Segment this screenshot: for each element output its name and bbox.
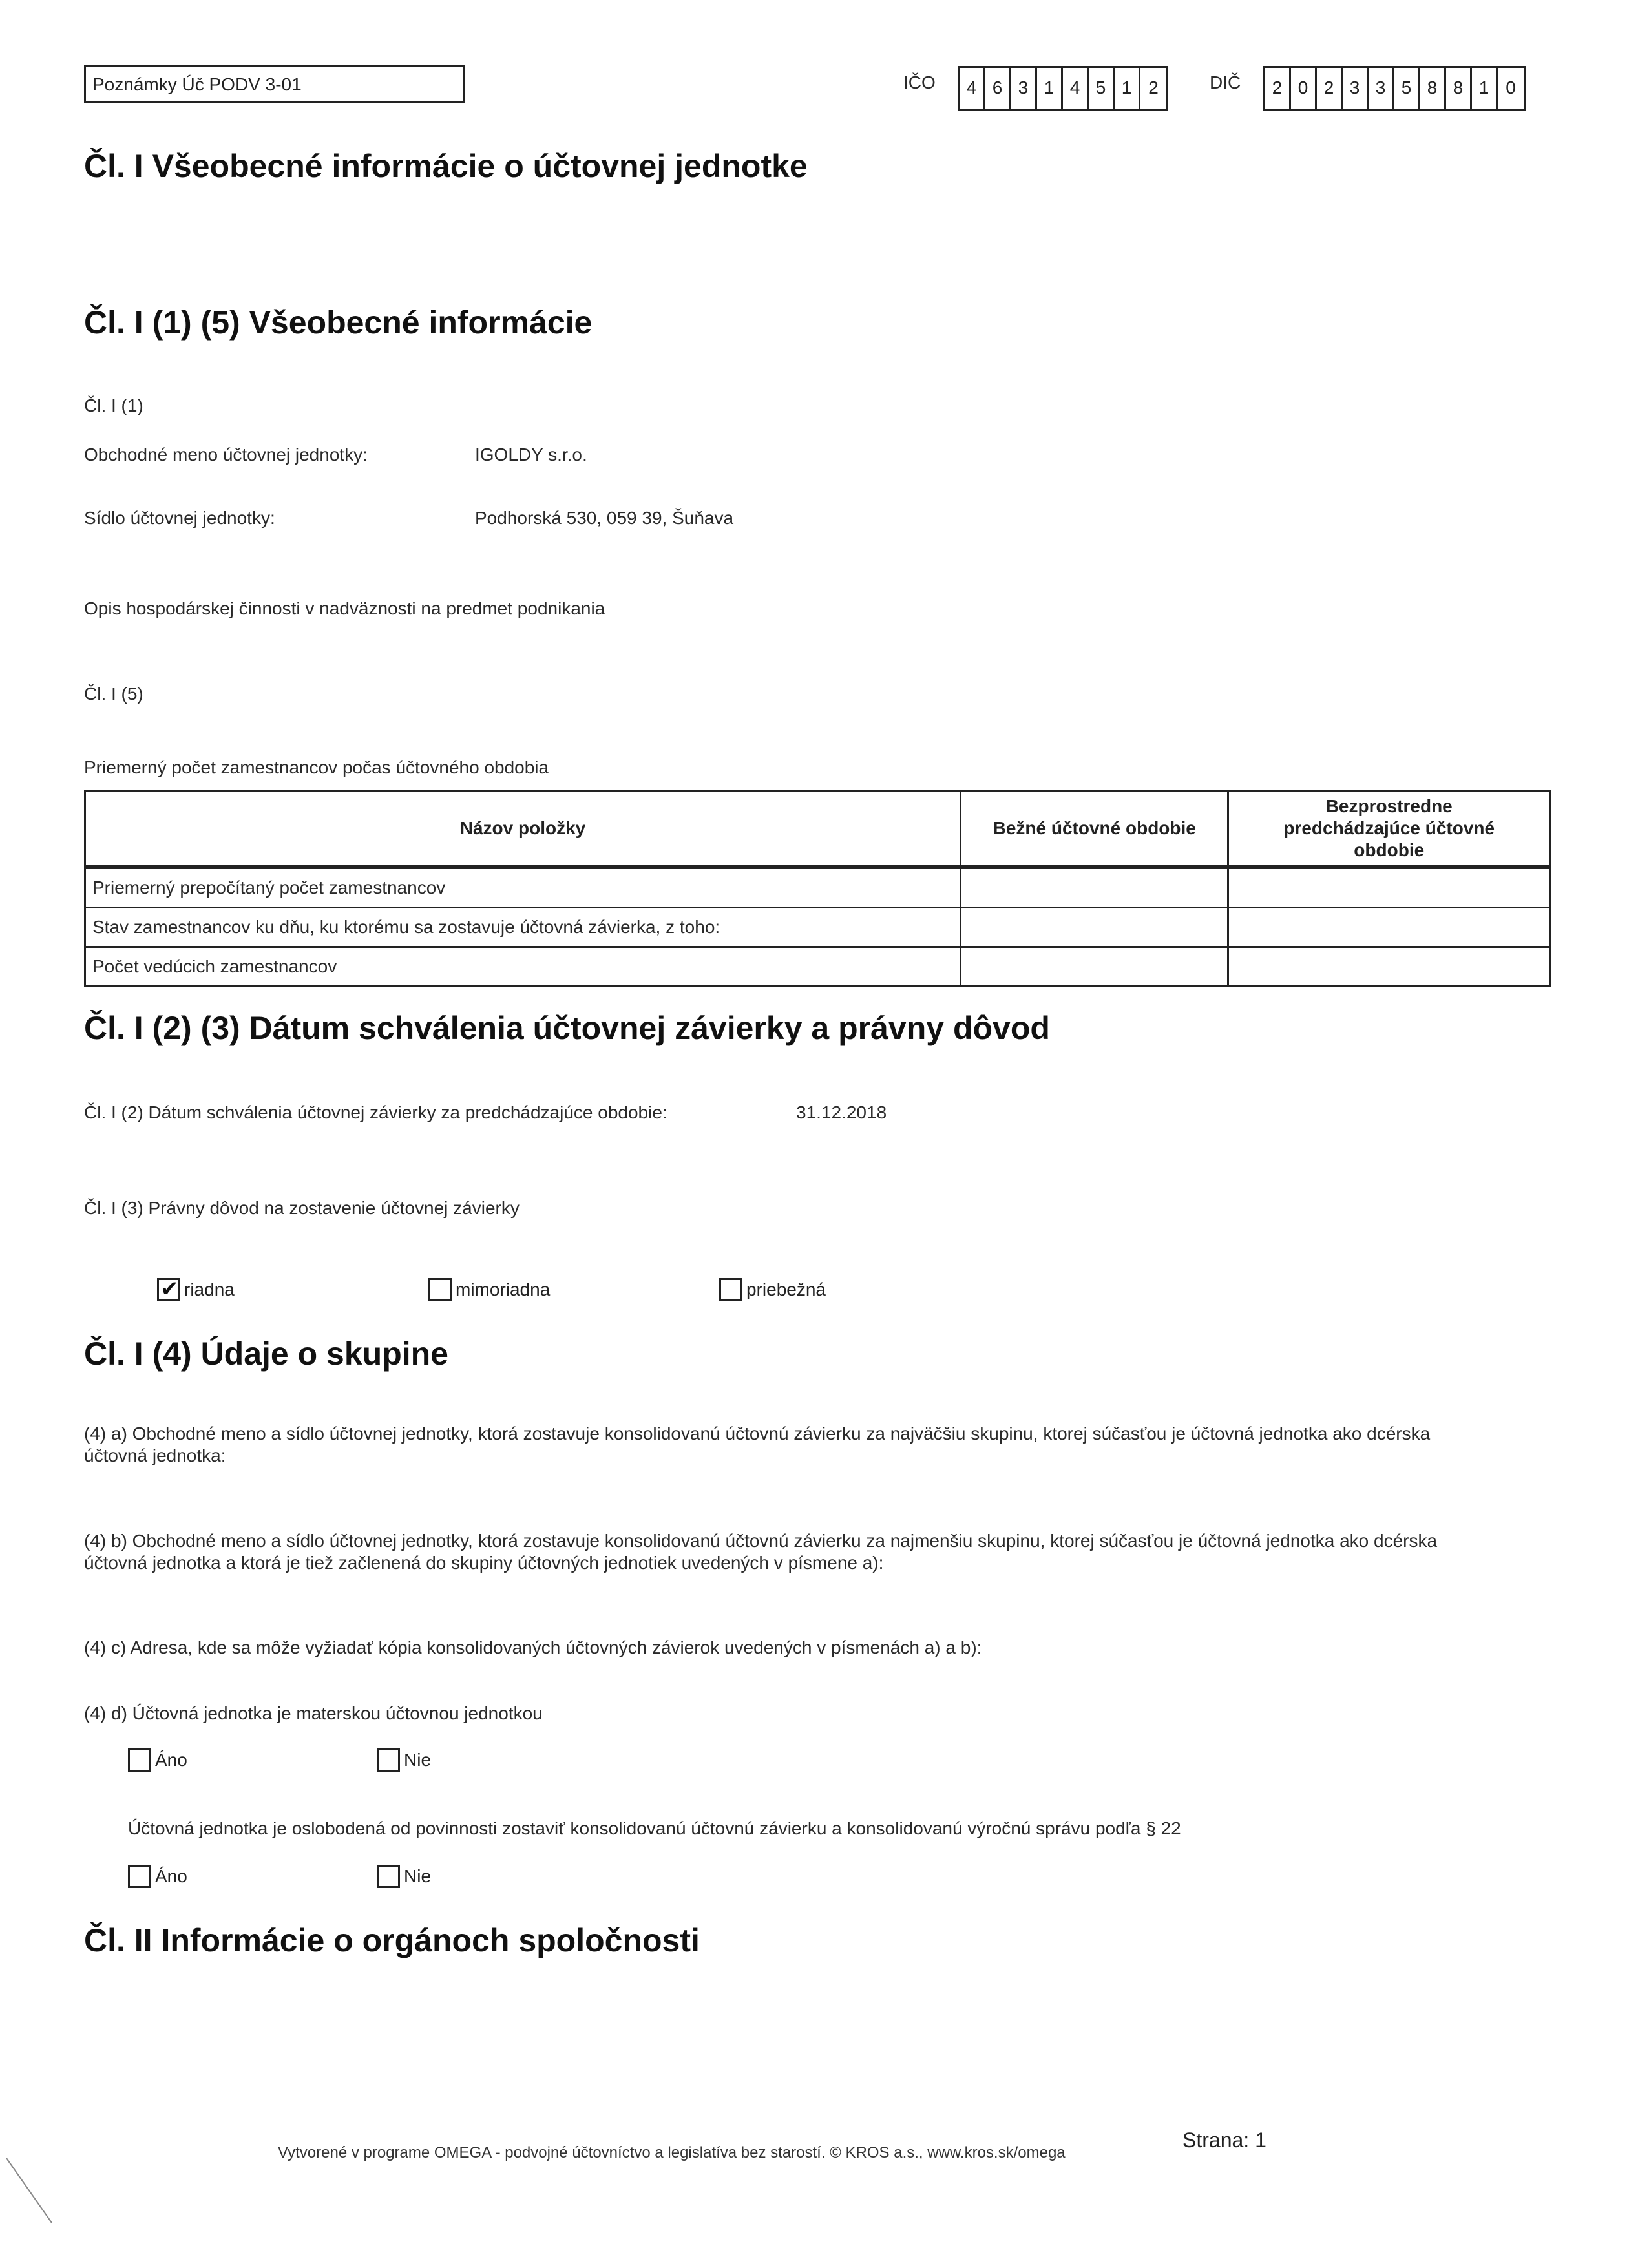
activity-description-label: Opis hospodárskej činnosti v nadväznosti na predmet podnikania — [84, 598, 605, 618]
dic-digit-field — [1263, 66, 1526, 111]
table-row — [85, 908, 1550, 947]
option-extraordinary[interactable] — [428, 1278, 550, 1301]
current-value-cell[interactable] — [961, 867, 1228, 908]
approval-date-label: Čl. I (2) Dátum schválenia účtovnej závierky za predchádzajúce obdobie: — [84, 1102, 667, 1122]
row-label: Priemerný prepočítaný počet zamestnancov — [85, 867, 961, 908]
form-code: Poznámky Úč PODV 3-01 — [92, 74, 302, 94]
dic-label: DIČ — [1210, 72, 1241, 92]
option-ordinary[interactable] — [157, 1278, 235, 1301]
current-value-cell[interactable] — [961, 947, 1228, 987]
previous-value-cell[interactable] — [1228, 867, 1550, 908]
section-general-info-title: Čl. I (1) (5) Všeobecné informácie — [84, 304, 593, 341]
scan-artifact-line — [0, 2152, 58, 2229]
ico-digit: 4 — [960, 68, 985, 109]
employee-table — [84, 790, 1551, 987]
checkbox-exempt-no[interactable] — [377, 1865, 400, 1888]
option-interim[interactable] — [719, 1278, 826, 1301]
ico-digit: 1 — [1115, 68, 1140, 109]
ico-digit-field — [958, 66, 1168, 111]
exempt-yes-label: Áno — [155, 1866, 187, 1886]
section-bodies-title: Čl. II Informácie o orgánoch spoločnosti — [84, 1922, 700, 1958]
dic-digit: 3 — [1343, 68, 1369, 109]
option-ordinary-label: riadna — [184, 1279, 235, 1299]
ref-article-1: Čl. I (1) — [84, 395, 143, 415]
dic-digit: 8 — [1420, 68, 1446, 109]
exempt-yes-option[interactable] — [128, 1865, 187, 1888]
option-interim-label: priebežná — [746, 1279, 826, 1299]
col-current-period: Bežné účtovné obdobie — [961, 791, 1228, 868]
col-previous-period: Bezprostredne predchádzajúce účtovné obdobie — [1228, 791, 1550, 868]
table-header-row — [85, 791, 1550, 868]
parent-yes-label: Áno — [155, 1750, 187, 1770]
dic-digit: 8 — [1446, 68, 1472, 109]
form-code-box — [84, 65, 465, 103]
company-seat-label: Sídlo účtovnej jednotky: — [84, 508, 275, 528]
employees-label: Priemerný počet zamestnancov počas účtovného obdobia — [84, 757, 549, 777]
exempt-no-label: Nie — [404, 1866, 432, 1886]
checkbox-parent-yes[interactable] — [128, 1748, 151, 1772]
ref-article-5: Čl. I (5) — [84, 684, 143, 704]
company-name-label: Obchodné meno účtovnej jednotky: — [84, 445, 368, 465]
dic-digit: 2 — [1265, 68, 1291, 109]
option-extraordinary-label: mimoriadna — [456, 1279, 551, 1299]
approval-date-value: 31.12.2018 — [796, 1102, 887, 1122]
group-c-text: (4) c) Adresa, kde sa môže vyžiadať kópia konsolidovaných účtovných závierok uvedených v písmenách a) a b): — [84, 1637, 982, 1657]
group-d-text: (4) d) Účtovná jednotka je materskou účtovnou jednotkou — [84, 1703, 543, 1723]
ico-digit: 2 — [1148, 78, 1159, 98]
section-approval-title: Čl. I (2) (3) Dátum schválenia účtovnej závierky a právny dôvod — [84, 1010, 1050, 1046]
parent-no-option[interactable] — [377, 1748, 431, 1772]
dic-digit: 2 — [1317, 68, 1343, 109]
table-row — [85, 867, 1550, 908]
checkbox-parent-no[interactable] — [377, 1748, 400, 1772]
group-b-text: (4) b) Obchodné meno a sídlo účtovnej jednotky, ktorá zostavuje konsolidovanú účtovnú závierku za najmenšiu skupinu, ktorej súčasťou je účtovná jednotka ako dcérska účtovná jednotka a ktorá je tiež začlenená do skupiny účtovných jednotiek uvedených v písmene a): — [84, 1531, 1438, 1573]
ico-digit: 4 — [1063, 68, 1089, 109]
dic-digit: 3 — [1369, 68, 1394, 109]
dic-digit: 0 — [1291, 68, 1317, 109]
ico-digit: 5 — [1089, 68, 1115, 109]
dic-digit: 0 — [1506, 78, 1516, 98]
company-name-value: IGOLDY s.r.o. — [475, 445, 587, 465]
exempt-no-option[interactable] — [377, 1865, 431, 1888]
company-seat-value: Podhorská 530, 059 39, Šuňava — [475, 508, 734, 528]
dic-digit: 1 — [1472, 68, 1498, 109]
footer-credit: Vytvorené v programe OMEGA - podvojné účtovníctvo a legislatíva bez starostí. © KROS a.s., www.kros.sk/omega — [278, 2144, 1066, 2161]
ico-label: IČO — [903, 72, 936, 92]
dic-digit: 5 — [1394, 68, 1420, 109]
row-label: Stav zamestnancov ku dňu, ku ktorému sa zostavuje účtovná závierka, z toho: — [85, 908, 961, 947]
page-number: Strana: 1 — [1182, 2128, 1266, 2152]
parent-no-label: Nie — [404, 1750, 432, 1770]
checkbox-exempt-yes[interactable] — [128, 1865, 151, 1888]
ico-digit: 1 — [1037, 68, 1063, 109]
ico-digit: 3 — [1011, 68, 1037, 109]
parent-yes-option[interactable] — [128, 1748, 187, 1772]
table-row — [85, 947, 1550, 987]
section-group-title: Čl. I (4) Údaje o skupine — [84, 1336, 448, 1372]
previous-value-cell[interactable] — [1228, 947, 1550, 987]
checkbox-extraordinary[interactable] — [428, 1278, 452, 1301]
ico-digit: 6 — [985, 68, 1011, 109]
row-label: Počet vedúcich zamestnancov — [85, 947, 961, 987]
col-item-name: Názov položky — [85, 791, 961, 868]
previous-value-cell[interactable] — [1228, 908, 1550, 947]
section-general-title: Čl. I Všeobecné informácie o účtovnej jednotke — [84, 148, 808, 184]
group-a-text: (4) a) Obchodné meno a sídlo účtovnej jednotky, ktorá zostavuje konsolidovanú účtovnú závierku za najväčšiu skupinu, ktorej súčasťou je účtovná jednotka ako dcérska účtovná jednotka: — [84, 1423, 1431, 1465]
legal-reason-label: Čl. I (3) Právny dôvod na zostavenie účtovnej závierky — [84, 1198, 520, 1218]
checkbox-interim[interactable] — [719, 1278, 742, 1301]
current-value-cell[interactable] — [961, 908, 1228, 947]
exemption-text: Účtovná jednotka je oslobodená od povinnosti zostaviť konsolidovanú účtovnú závierku a konsolidovanú výročnú správu podľa § 22 — [128, 1818, 1181, 1838]
checkbox-ordinary[interactable] — [157, 1278, 180, 1301]
